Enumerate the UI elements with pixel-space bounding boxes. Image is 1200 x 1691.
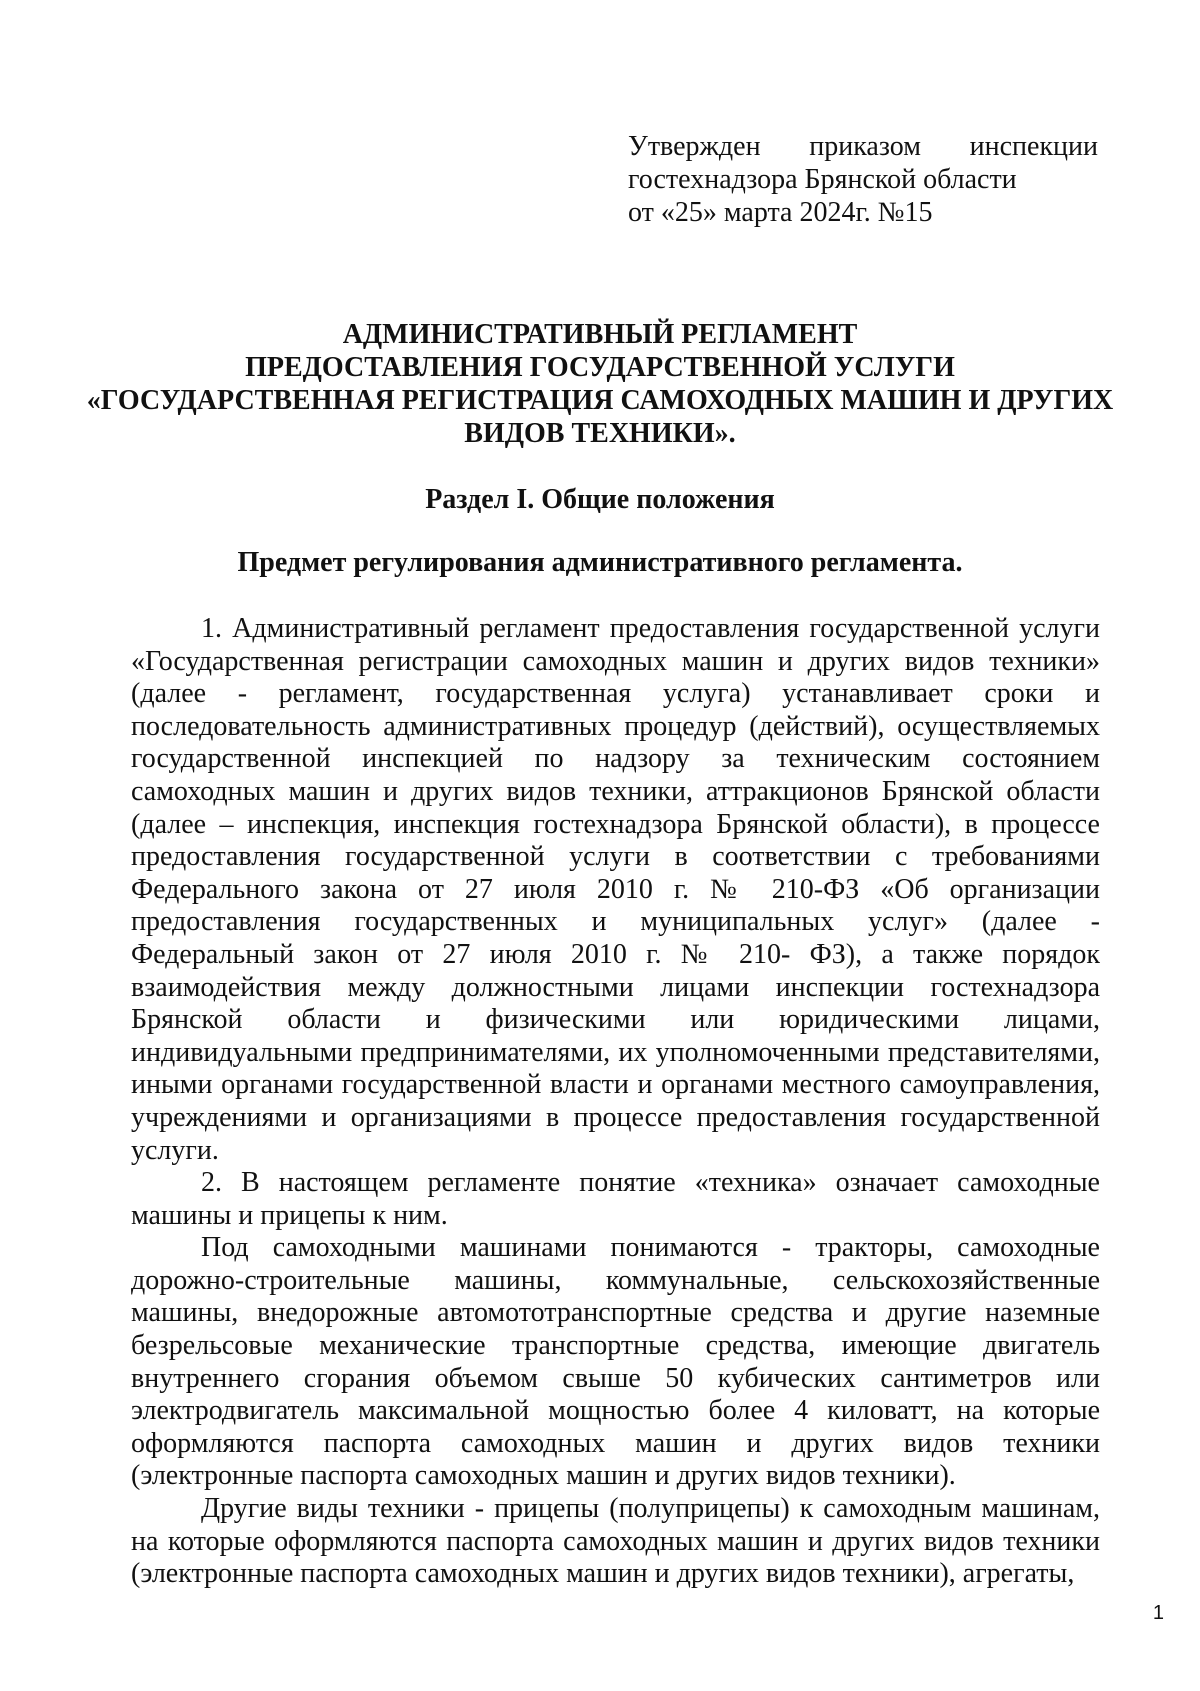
paragraph: 1. Административный регламент предоставления государственной услуги «Государственная регистрации самоходных машин и других видов техники» (далее - регламент, государственная услуга) устанавливает сроки и последовательность административных процедур (действий), осуществляемых государственной инспекцией по надзору за техническим состоянием самоходных машин и других видов техники, аттракционов Брянской области (далее – инспекция, инспекция гостехнадзора Брянской области), в процессе предоставления государственной услуги в соответствии с требованиями Федерального закона от 27 июля 2010 г. № 210-ФЗ «Об организации предоставления государственных и муниципальных услуг» (далее - Федеральный закон от 27 июля 2010 г. № 210- ФЗ), а также порядок взаимодействия между должностными лицами инспекции гостехнадзора Брянской области и физическими или юридическими лицами, индивидуальными предпринимателями, их уполномоченными представителями, иными органами государственной власти и органами местного самоуправления, учреждениями и организациями в процессе предоставления государственной услуги. bbox=[131, 613, 1100, 1166]
title-line: АДМИНИСТРАТИВНЫЙ РЕГЛАМЕНТ bbox=[342, 319, 858, 350]
paragraph: Под самоходными машинами понимаются - тракторы, самоходные дорожно-строительные машины, коммунальные, сельскохозяйственные машины, внедорожные автомототранспортные средства и другие наземные безрельсовые механические транспортные средства, имеющие двигатель внутреннего сгорания объемом свыше 50 кубических сантиметров или электродвигатель максимальной мощностью более 4 киловатт, на которые оформляются паспорта самоходных машин и других видов техники (электронные паспорта самоходных машин и других видов техники). bbox=[131, 1232, 1100, 1492]
approval-line: Утвержден приказом инспекции bbox=[628, 131, 1098, 162]
title-line: ПРЕДОСТАВЛЕНИЯ ГОСУДАРСТВЕННОЙ УСЛУГИ bbox=[245, 352, 955, 383]
approval-line: гостехнадзора Брянской области bbox=[628, 164, 1017, 195]
title-line: ВИДОВ ТЕХНИКИ». bbox=[464, 418, 736, 449]
section-heading: Раздел I. Общие положения bbox=[425, 484, 775, 515]
title-line: «ГОСУДАРСТВЕННАЯ РЕГИСТРАЦИЯ САМОХОДНЫХ МАШИН И ДРУГИХ bbox=[86, 385, 1114, 416]
document-title bbox=[80, 318, 1120, 450]
page-number: 1 bbox=[1152, 1602, 1164, 1624]
approval-stamp-block bbox=[628, 130, 1098, 229]
paragraph: Другие виды техники - прицепы (полуприцепы) к самоходным машинам, на которые оформляются паспорта самоходных машин и других видов техники (электронные паспорта самоходных машин и других видов техники), агрегаты, bbox=[131, 1493, 1100, 1590]
approval-line: от «25» марта 2024г. №15 bbox=[628, 197, 933, 228]
paragraph: 2. В настоящем регламенте понятие «техника» означает самоходные машины и прицепы к ним. bbox=[131, 1167, 1100, 1231]
body-text bbox=[131, 613, 1100, 1591]
subsection-heading: Предмет регулирования административного регламента. bbox=[237, 547, 963, 578]
